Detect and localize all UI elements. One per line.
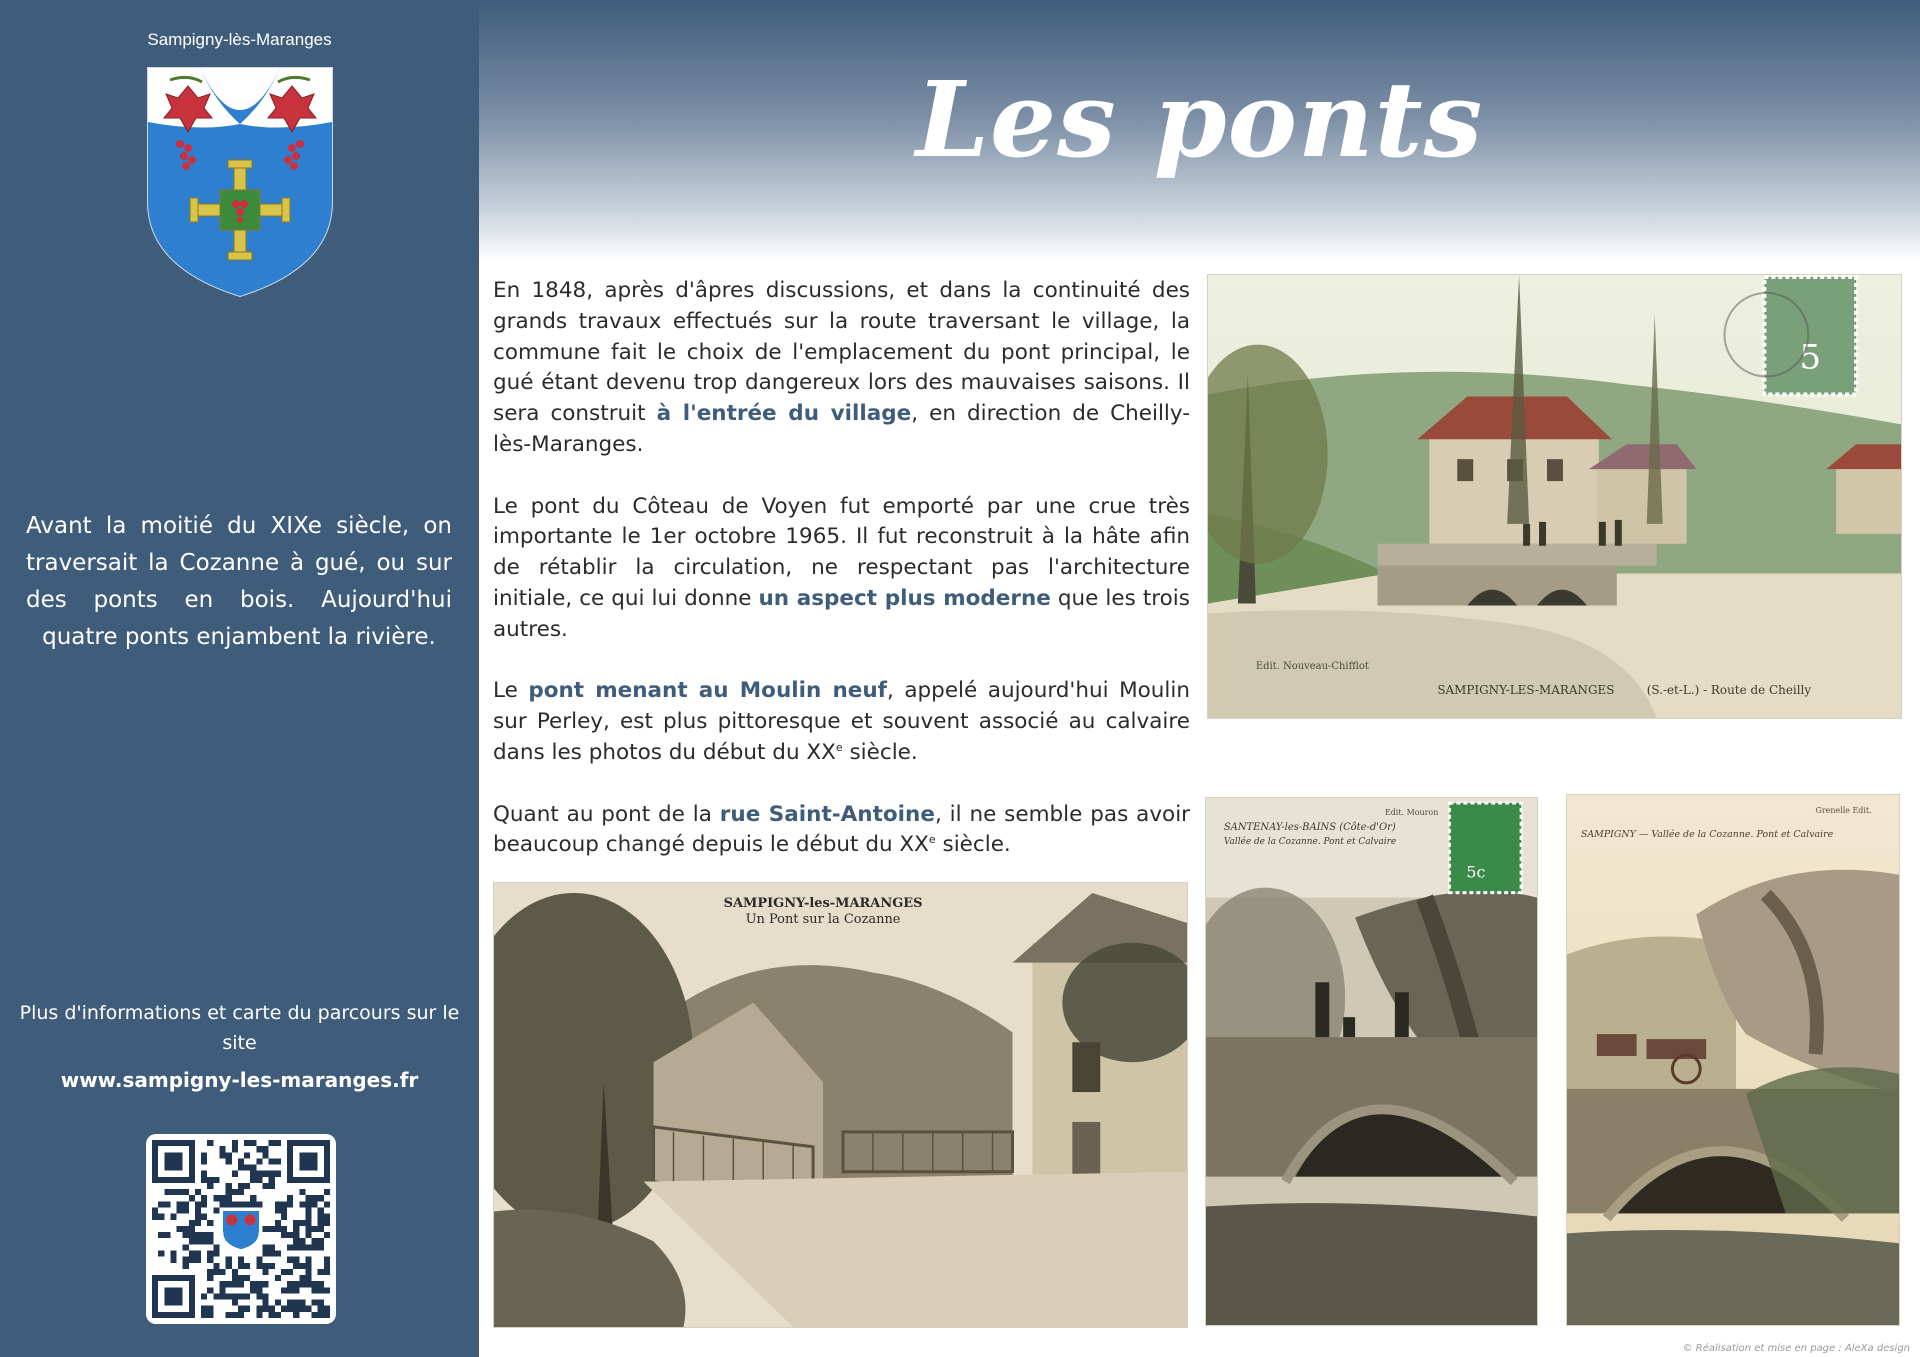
highlight-text: pont menant au Moulin neuf [528,678,888,704]
postcard-caption-2: Vallée de la Cozanne. Pont et Calvaire [1223,836,1397,847]
qr-code-icon [152,1140,330,1318]
photo-route-de-cheilly [1207,274,1902,719]
postcard-caption: SAMPIGNY — Vallée de la Cozanne. Pont et Calvaire [1580,828,1834,840]
postcard-caption-2: (S.-et-L.) - Route de Cheilly [1646,683,1812,698]
superscript: e [835,740,843,754]
postcard-image [1208,275,1901,718]
highlight-text: à l'entrée du village [656,401,912,427]
paragraph-text: que les trois autres. [493,585,1190,642]
sidebar-intro: Avant la moitié du XIXe siècle, on traversait la Cozanne à gué, ou sur des ponts en bois. Aujourd'hui quatre ponts enjambent la rivière. [26,513,452,650]
more-info-text: Plus d'informations et carte du parcours sur le site [19,1002,460,1054]
paragraph-text: Le pont du Côteau de Voyen fut emporté par une crue très importante le 1er octobre 1965. Il fut reconstruit à la hâte afin de rétablir la circulation, ne respectant pas l'architecture initiale, ce qui lui donne [493,493,1190,611]
postcard-image [1206,798,1537,1325]
photo-santenay-pont-et-calvaire [1205,797,1538,1326]
postcard-caption: SANTENAY-les-BAINS (Côte-d'Or) [1223,821,1396,833]
postcard-caption: SAMPIGNY-les-MARANGES [723,895,923,911]
paragraph-text: En 1848, après d'âpres discussions, et dans la continuité des grands travaux effectués sur la route traversant le village, la commune fait le choix de l'emplacement du pont principal, le gué étant devenu trop dangereux lors des mauvaises saisons. Il sera construit [493,278,1190,427]
highlight-text: un aspect plus moderne [758,585,1051,611]
postcard-image [494,883,1187,1327]
stamp-value: 5c [1466,862,1486,882]
paragraph-3 [493,676,1190,768]
photo-pont-sur-la-cozanne [493,882,1188,1328]
paragraph-text: siècle. [842,739,918,765]
page-title: Les ponts [915,58,1484,181]
paragraph-text: , en direction de Cheilly-lès-Maranges. [493,401,1190,457]
coat-of-arms-icon [140,62,340,300]
website-link[interactable]: www.sampigny-les-maranges.fr [60,1068,419,1092]
paragraph-text: siècle. [935,832,1011,858]
postcard-caption: SAMPIGNY-LES-MARANGES [1437,683,1615,698]
stamp-value: 5 [1799,337,1822,377]
postcard-editor: Edit. Mouron [1384,807,1439,817]
paragraph-text: , appelé aujourd'hui Moulin sur Perley, est plus pittoresque et souvent associé au calvaire dans les photos du début du XX [493,678,1190,765]
design-credit: © Réalisation et mise en page : AleXa design [1682,1343,1910,1354]
paragraph-text: , il ne semble pas avoir beaucoup changé depuis le début du XX [493,801,1191,858]
town-name: Sampigny-lès-Maranges [147,30,332,49]
postcard-editor: Grenelle Edit. [1815,805,1872,815]
postcard-image [1567,795,1899,1325]
paragraph-text: Le [493,678,529,704]
paragraph-1 [493,276,1190,461]
superscript: e [928,833,936,847]
paragraph-text: Quant au pont de la [493,801,720,827]
paragraph-4 [493,800,1190,862]
paragraph-2 [493,492,1190,646]
postcard-caption-2: Un Pont sur la Cozanne [745,911,901,927]
highlight-text: rue Saint-Antoine [719,801,935,827]
sidebar [0,0,479,1357]
photo-sampigny-pont-et-calvaire [1566,794,1900,1326]
article-body [493,276,1190,892]
postcard-editor: Edit. Nouveau-Chifflot [1255,661,1369,673]
qr-code[interactable] [146,1134,336,1324]
